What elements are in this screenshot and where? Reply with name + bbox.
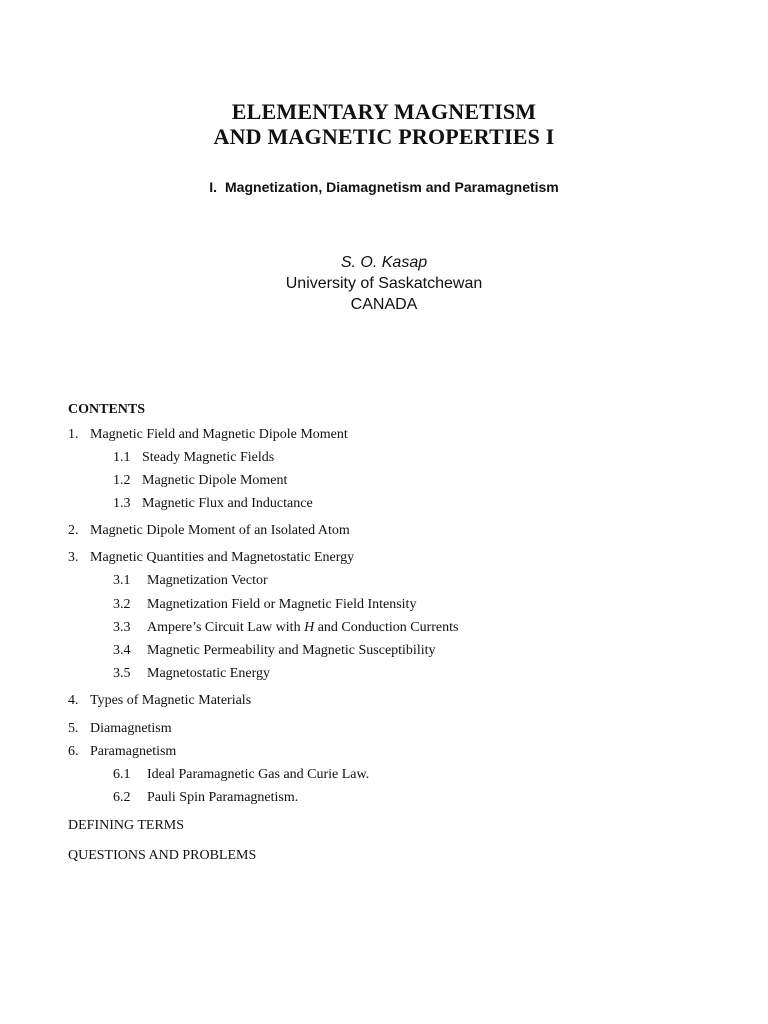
author-institution: University of Saskatchewan [285, 275, 483, 292]
toc-label: Magnetic Field and Magnetic Dipole Moment [90, 427, 348, 442]
toc-item-1-2 [113, 473, 287, 489]
toc-label-part: Ampere’s Circuit Law with [147, 620, 305, 635]
toc-label: Magnetic Dipole Moment [142, 473, 288, 488]
toc-label: Pauli Spin Paramagnetism. [147, 790, 299, 805]
title-line-2: AND MAGNETIC PROPERTIES I [213, 124, 555, 149]
subtitle [0, 179, 768, 195]
toc-number: 3.5 [113, 666, 131, 681]
toc-item-6-2 [113, 790, 298, 806]
toc-item-5 [68, 721, 172, 737]
toc-label: Paramagnetism [90, 744, 177, 759]
toc-defining-terms: DEFINING TERMS [68, 818, 185, 833]
toc-label: Magnetostatic Energy [147, 666, 270, 681]
toc-label: Magnetic Quantities and Magnetostatic Energy [90, 550, 355, 565]
toc-item-3-3 [113, 620, 458, 636]
subtitle-text: Magnetization, Diamagnetism and Paramagnetism [225, 179, 559, 195]
toc-number: 1. [68, 427, 79, 442]
author-country: CANADA [350, 296, 418, 313]
toc-number: 2. [68, 523, 79, 538]
toc-item-1-1 [113, 450, 274, 466]
toc-item-1-3 [113, 496, 313, 512]
subtitle-number: I. [209, 179, 218, 195]
title-line-1: ELEMENTARY MAGNETISM [231, 99, 537, 124]
toc-item-3-2 [113, 597, 416, 613]
toc-number: 3. [68, 550, 79, 565]
toc-number: 3.2 [113, 597, 131, 612]
toc-item-4 [68, 693, 251, 709]
toc-number: 6. [68, 744, 79, 759]
toc-number: 4. [68, 693, 79, 708]
toc-number: 5. [68, 721, 79, 736]
toc-item-3-1 [113, 573, 268, 589]
toc-label: Types of Magnetic Materials [90, 693, 252, 708]
toc-number: 6.2 [113, 790, 131, 805]
toc-item-3-4 [113, 643, 436, 659]
toc-item-2 [68, 523, 350, 539]
toc-label-italic: H [304, 620, 315, 635]
toc-number: 3.3 [113, 620, 131, 635]
toc-label: Magnetic Flux and Inductance [142, 496, 313, 511]
toc-questions-and-problems: QUESTIONS AND PROBLEMS [68, 848, 257, 863]
toc-number: 6.1 [113, 767, 131, 782]
toc-item-1 [68, 427, 348, 443]
contents-heading: CONTENTS [68, 402, 146, 417]
toc-label: Magnetization Vector [147, 573, 268, 588]
toc-number: 3.4 [113, 643, 131, 658]
toc-label: Magnetization Field or Magnetic Field Intensity [147, 597, 417, 612]
toc-item-6 [68, 744, 176, 760]
toc-item-6-1 [113, 767, 369, 783]
toc-label: Magnetic Permeability and Magnetic Susceptibility [147, 643, 436, 658]
author-name: S. O. Kasap [340, 254, 428, 271]
toc-number: 3.1 [113, 573, 131, 588]
toc-number: 1.2 [113, 473, 131, 488]
toc-label: Diamagnetism [90, 721, 172, 736]
toc-label-part: and Conduction Currents [314, 620, 459, 635]
toc-label: Ideal Paramagnetic Gas and Curie Law. [147, 767, 370, 782]
toc-number: 1.1 [113, 450, 131, 465]
toc-item-3 [68, 550, 354, 566]
toc-label: Magnetic Dipole Moment of an Isolated Atom [90, 523, 350, 538]
toc-item-3-5 [113, 666, 270, 682]
toc-label: Steady Magnetic Fields [142, 450, 275, 465]
toc-number: 1.3 [113, 496, 131, 511]
